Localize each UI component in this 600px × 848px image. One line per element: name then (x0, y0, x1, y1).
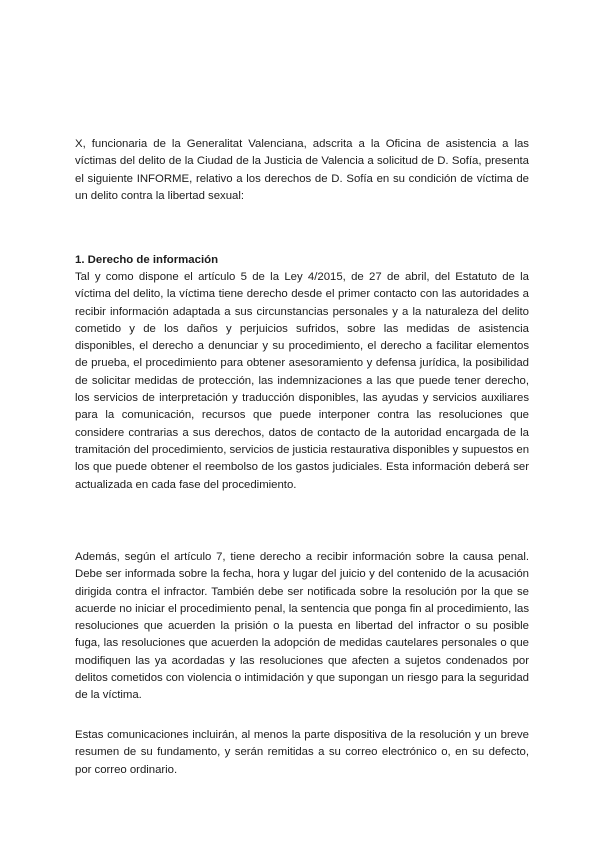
section1-paragraph-1: Tal y como dispone el artículo 5 de la Ley 4/2015, de 27 de abril, del Estatuto de la víctima del delito, la víctima tiene derecho desde el primer contacto con las autoridades a recibir información adaptada a sus circunstancias personales y a la naturaleza del delito cometido y de los daños y perjuicios sufridos, sobre las medidas de asistencia disponibles, el derecho a denunciar y su procedimiento, el derecho a facilitar elementos de prueba, el procedimiento para obtener asesoramiento y defensa jurídica, la posibilidad de solicitar medidas de protección, las indemnizaciones a las que puede tener derecho, los servicios de interpretación y traducción disponibles, las ayudas y servicios auxiliares para la comunicación, recursos que puede interponer contra las resoluciones que considere contrarias a sus derechos, datos de contacto de la autoridad encargada de la tramitación del procedimiento, servicios de justicia restaurativa disponibles y supuestos en los que puede obtener el reembolso de los gastos judiciales. Esta información deberá ser actualizada en cada fase del procedimiento. (75, 271, 530, 491)
section-heading-derecho-informacion: 1. Derecho de información (75, 254, 219, 266)
intro-paragraph: X, funcionaria de la Generalitat Valenciana, adscrita a la Oficina de asistencia a las víctimas del delito de la Ciudad de la Justicia de Valencia a solicitud de D. Sofía, presenta el siguiente INFORME, relativo a los derechos de D. Sofía en su condición de víctima de un delito contra la libertad sexual: (75, 138, 529, 202)
document-page (75, 0, 529, 848)
section1-paragraph-3: Estas comunicaciones incluirán, al menos la parte dispositiva de la resolución y un breve resumen de su fundamento, y serán remitidas a su correo electrónico o, en su defecto, por correo ordinario. (75, 729, 529, 776)
section1-paragraph-2: Además, según el artículo 7, tiene derecho a recibir información sobre la causa penal. Debe ser informada sobre la fecha, hora y lugar del juicio y del contenido de la acusación dirigida contra el infractor. También debe ser notificada sobre la resolución por la que se acuerde no iniciar el procedimiento penal, la sentencia que ponga fin al procedimiento, las resoluciones que acuerden la prisión o la puesta en libertad del infractor o su posible fuga, las resoluciones que acuerden la adopción de medidas cautelares personales o que modifiquen las ya acordadas y las resoluciones que afecten a sujetos condenados por delitos cometidos con violencia o intimidación y que supongan un riesgo para la seguridad de la víctima. (75, 551, 529, 702)
